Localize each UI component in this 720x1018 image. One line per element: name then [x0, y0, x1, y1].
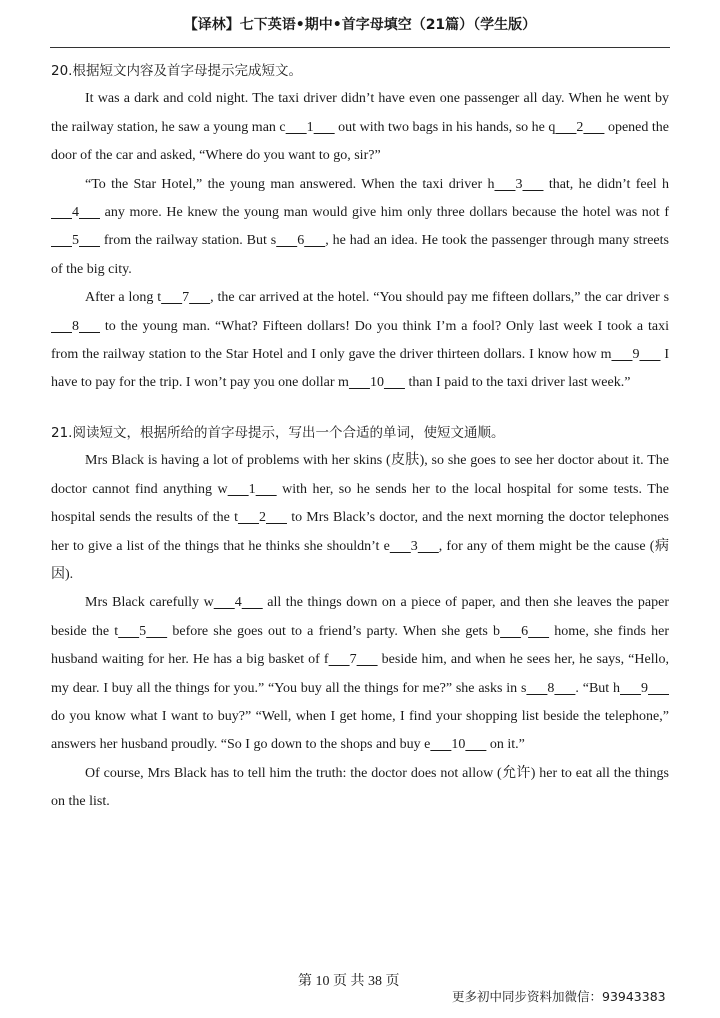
passage-text: I have to pay for the trip. I won’t pay you one dollar m — [51, 347, 669, 391]
answer-blank[interactable] — [430, 731, 486, 759]
passage-text: on it.” — [486, 737, 525, 753]
blank-number: 4 — [234, 595, 242, 611]
answer-blank[interactable] — [238, 504, 287, 532]
blank-number: 7 — [349, 652, 357, 668]
answer-blank[interactable] — [118, 618, 167, 646]
question-20 — [51, 57, 669, 398]
answer-blank[interactable] — [51, 227, 100, 255]
answer-blank[interactable] — [329, 646, 378, 674]
passage-text: before she goes out to a friend’s party. When she gets b — [167, 623, 501, 639]
blank-number: 9 — [641, 680, 648, 696]
blank-number: 7 — [182, 290, 190, 306]
passage-text: all the things down on a piece of paper, and then she leaves the paper beside the t — [51, 595, 669, 639]
answer-blank[interactable] — [276, 227, 325, 255]
answer-blank[interactable] — [51, 313, 100, 341]
passage-text: . “But h — [575, 680, 620, 696]
passage-text: Of course, Mrs Black has to tell him the truth: the doctor does not allow (允许) her to eat all the things on the list. — [51, 765, 669, 810]
answer-blank[interactable] — [349, 369, 405, 397]
answer-blank[interactable] — [555, 114, 604, 142]
answer-blank[interactable] — [620, 675, 669, 703]
passage-text: beside him, and when he sees her, he says, “Hello, my dear. I buy all the things for you.” “You buy all the things for me?” she asks in s — [51, 652, 670, 696]
answer-blank[interactable] — [611, 341, 660, 369]
answer-blank[interactable] — [390, 533, 439, 561]
passage-text: opened the door of the car and asked, “Where do you want to go, sir?” — [51, 119, 670, 164]
passage-text: to the young man. “What? Fifteen dollars! Do you think I’m a fool? Only last week I took a taxi from the railway station to the Star Hotel and I only gave the driver thirteen dollars. I know how m — [51, 318, 669, 363]
page-content — [51, 57, 669, 817]
passage-text: out with two bags in his hands, so he q — [334, 119, 556, 135]
blank-number: 6 — [297, 233, 305, 249]
section-gap — [51, 398, 669, 419]
passage-paragraph — [51, 760, 669, 817]
question-20-title: 20.根据短文内容及首字母提示完成短文。 — [51, 63, 302, 79]
passage-text: “To the Star Hotel,” the young man answered. When the taxi driver h — [85, 176, 495, 192]
answer-blank[interactable] — [500, 618, 549, 646]
passage-text: from the railway station. But s — [100, 233, 277, 249]
passage-text: than I paid to the taxi driver last week.” — [404, 375, 631, 391]
blank-number: 10 — [451, 737, 466, 753]
passage-text: to Mrs Black’s doctor, and the next morning the doctor telephones her to give a list of the things that he thinks she shouldn’t e — [51, 510, 669, 554]
question-21-body — [51, 447, 669, 816]
answer-blank[interactable] — [51, 199, 100, 227]
page-footer — [0, 970, 720, 1004]
passage-text: with her, so he sends her to the local hospital for some tests. The hospital sends the results of the t — [51, 481, 669, 526]
answer-blank[interactable] — [494, 171, 543, 199]
blank-number: 1 — [248, 481, 256, 497]
passage-text: Mrs Black is having a lot of problems with her skins (皮肤), so she goes to see her doctor about it. The doctor cannot find anything w — [51, 453, 669, 497]
header-divider — [50, 47, 670, 48]
answer-blank[interactable] — [161, 284, 210, 312]
passage-text: that, he didn’t feel h — [543, 176, 670, 192]
blank-number: 8 — [547, 680, 555, 696]
blank-number: 3 — [410, 538, 418, 554]
passage-paragraph — [51, 589, 669, 759]
passage-text: Mrs Black carefully w — [85, 595, 214, 611]
blank-number: 1 — [306, 119, 314, 135]
passage-text: do you know what I want to buy?” “Well, when I get home, I find your shopping list beside the telephone,” answers her husband proudly. “So I go down to the shops and buy e — [51, 708, 669, 753]
passage-text: , for any of them might be the cause (病因). — [51, 538, 669, 582]
passage-text: After a long t — [85, 290, 162, 306]
passage-paragraph — [51, 171, 669, 285]
blank-number: 2 — [576, 119, 584, 135]
blank-number: 3 — [515, 176, 523, 192]
passage-paragraph — [51, 284, 669, 398]
blank-number: 9 — [632, 347, 640, 363]
passage-paragraph — [51, 447, 669, 589]
answer-blank[interactable] — [228, 476, 277, 504]
passage-text: , he had an idea. He took the passenger through many streets of the big city. — [51, 233, 669, 277]
passage-text: , the car arrived at the hotel. “You should pay me fifteen dollars,” the car driver s — [210, 290, 670, 306]
blank-number: 4 — [72, 205, 79, 221]
blank-number: 6 — [521, 623, 529, 639]
answer-blank[interactable] — [214, 589, 263, 617]
passage-text: any more. He knew the young man would give him only three dollars because the hotel was not f — [100, 205, 669, 221]
answer-blank[interactable] — [526, 675, 575, 703]
blank-number: 10 — [369, 375, 384, 391]
passage-text: home, she finds her husband waiting for her. He has a big basket of f — [51, 623, 669, 668]
question-21 — [51, 419, 669, 817]
blank-number: 8 — [72, 318, 79, 334]
passage-paragraph — [51, 85, 669, 170]
blank-number: 5 — [72, 233, 79, 249]
page-header-title: 【译林】七下英语•期中•首字母填空（21篇）（学生版） — [183, 17, 537, 33]
blank-number: 2 — [258, 510, 266, 526]
question-21-title: 21.阅读短文，根据所给的首字母提示，写出一个合适的单词，使短文通顺。 — [51, 424, 505, 441]
page-number: 第 10 页 共 38 页 — [298, 974, 400, 989]
promo-text: 更多初中同步资料加微信：93943383 — [452, 989, 666, 1004]
answer-blank[interactable] — [286, 114, 335, 142]
question-20-body — [51, 85, 669, 397]
passage-text: It was a dark and cold night. The taxi driver didn’t have even one passenger all day. When he went by the railway station, he saw a young man c — [51, 91, 669, 135]
blank-number: 5 — [139, 623, 147, 639]
